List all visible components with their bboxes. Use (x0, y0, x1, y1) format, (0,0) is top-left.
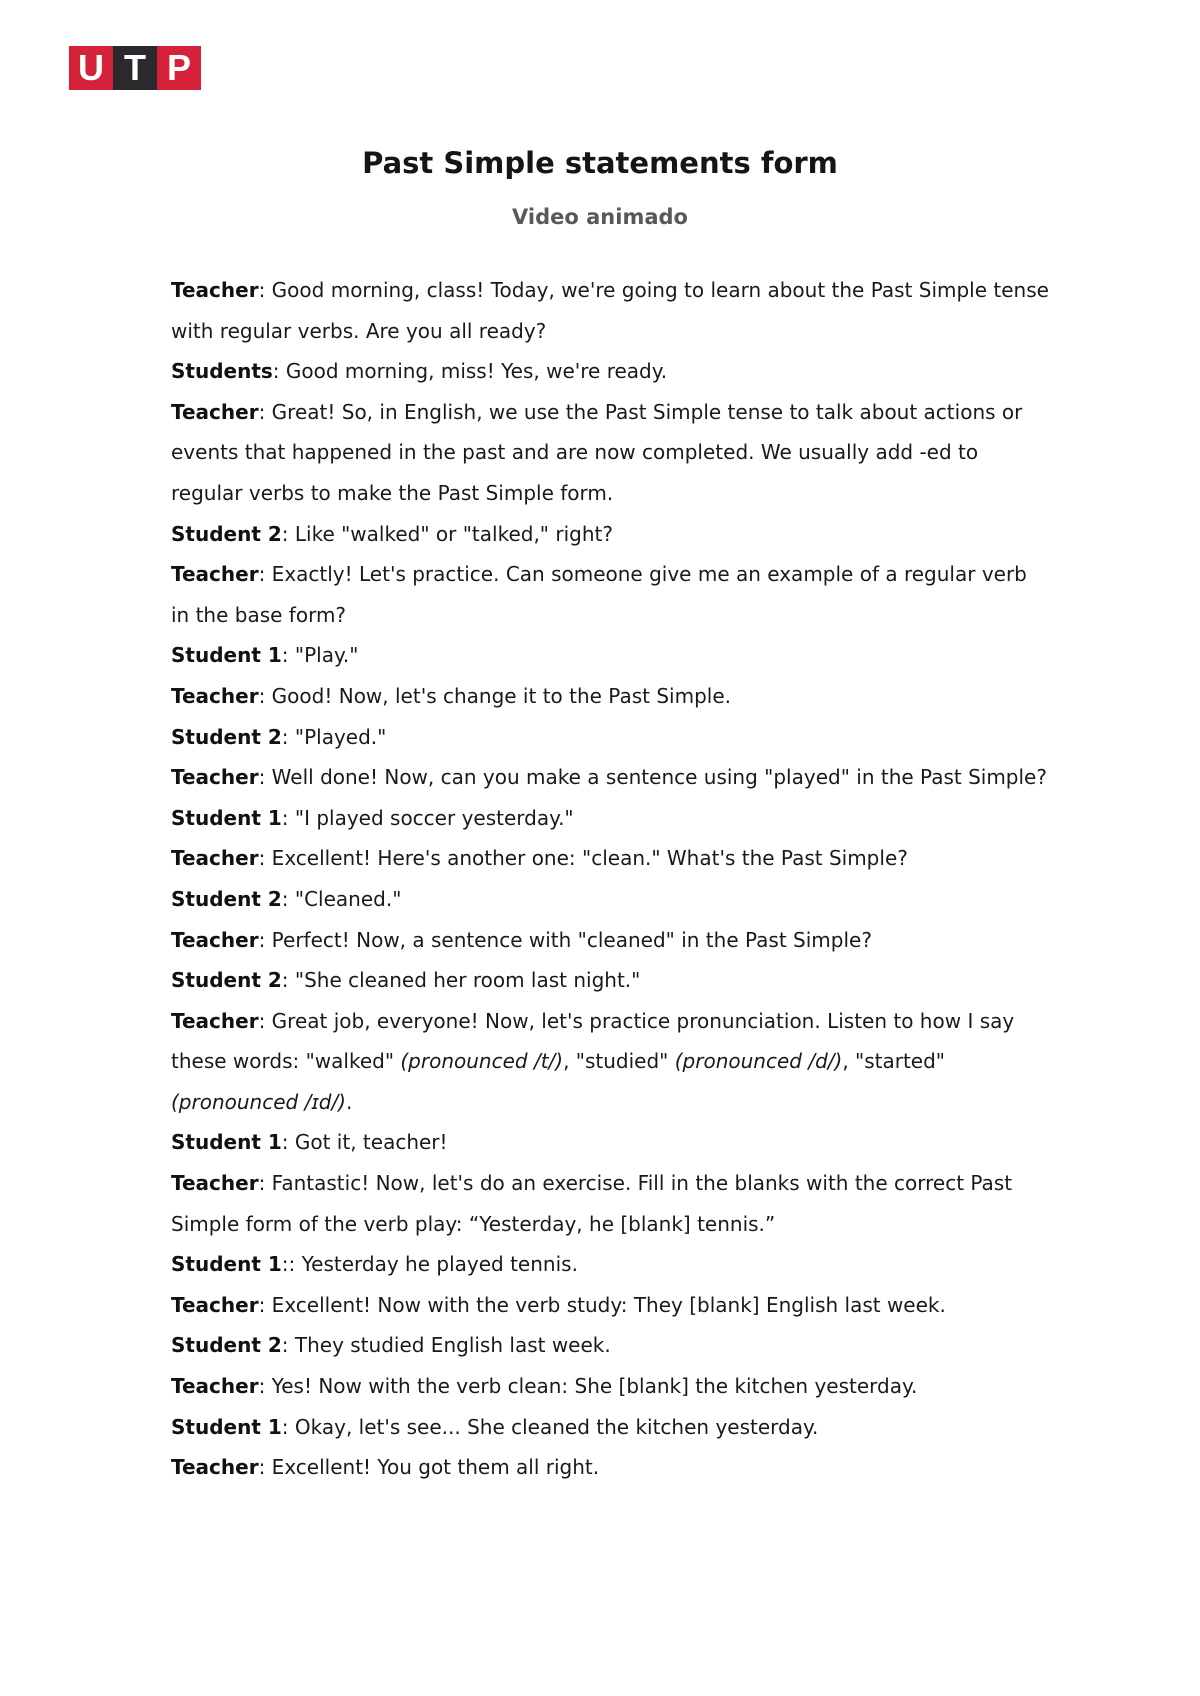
speaker-separator: : (258, 1292, 266, 1317)
dialogue-transcript (171, 270, 1051, 1488)
line-text: Excellent! You got them all right. (265, 1455, 600, 1480)
line-text: Perfect! Now, a sentence with "cleaned" in the Past Simple? (265, 927, 872, 952)
speaker-separator: : (281, 968, 289, 993)
dialogue-line (171, 1285, 1051, 1326)
speaker-separator: : (258, 1008, 266, 1033)
speaker-separator: : (281, 643, 289, 668)
dialogue-line (171, 960, 1051, 1001)
dialogue-line (171, 392, 1051, 514)
speaker-name: Teacher (171, 846, 259, 871)
line-text: "She cleaned her room last night." (288, 968, 641, 993)
dialogue-line (171, 514, 1051, 555)
speaker-name: Student 2 (171, 968, 282, 993)
line-text: . (345, 1089, 353, 1114)
dialogue-line (171, 717, 1051, 758)
line-text: They studied English last week. (288, 1333, 611, 1358)
speaker-separator: : (272, 359, 280, 384)
dialogue-line (171, 1122, 1051, 1163)
dialogue-line (171, 1407, 1051, 1448)
speaker-name: Teacher (171, 278, 259, 302)
speaker-separator: :: (281, 1252, 296, 1277)
speaker-name: Student 1 (171, 643, 282, 668)
dialogue-line (171, 879, 1051, 920)
speaker-name: Student 2 (171, 521, 282, 546)
speaker-name: Student 1 (171, 805, 282, 830)
line-text: Well done! Now, can you make a sentence using "played" in the Past Simple? (265, 765, 1047, 790)
line-text: "Played." (288, 724, 387, 749)
document-subtitle: Video animado (512, 205, 688, 229)
line-text: Great! So, in English, we use the Past Simple tense to talk about actions or events that happened in the past and are now completed. We usually add -ed to regular verbs to make the Past Simple form. (171, 399, 1023, 505)
logo-letter-t: T (113, 46, 157, 90)
dialogue-line (171, 1366, 1051, 1407)
speaker-name: Student 2 (171, 886, 282, 911)
speaker-name: Teacher (171, 1292, 259, 1317)
dialogue-line (171, 554, 1051, 635)
line-text: Great job, everyone! Now, let's practice pronunciation. Listen to how I say these words: "walked" (171, 1008, 1015, 1074)
speaker-name: Teacher (171, 1374, 259, 1399)
line-text: Okay, let's see... She cleaned the kitchen yesterday. (288, 1414, 819, 1439)
line-text: Excellent! Now with the verb study: They [blank] English last week. (265, 1292, 946, 1317)
line-text: , "studied" (563, 1049, 675, 1074)
dialogue-line (171, 920, 1051, 961)
dialogue-line (171, 270, 1051, 351)
speaker-separator: : (281, 805, 289, 830)
line-text: Like "walked" or "talked," right? (288, 521, 613, 546)
line-text: "Cleaned." (288, 886, 402, 911)
dialogue-line (171, 1001, 1051, 1123)
speaker-name: Student 1 (171, 1252, 282, 1277)
speaker-separator: : (281, 1414, 289, 1439)
dialogue-line (171, 757, 1051, 798)
line-text: Got it, teacher! (288, 1130, 448, 1155)
speaker-name: Teacher (171, 1008, 259, 1033)
speaker-separator: : (258, 562, 266, 587)
dialogue-line (171, 798, 1051, 839)
pronunciation-note: (pronounced /d/) (674, 1049, 843, 1074)
speaker-separator: : (258, 1374, 266, 1399)
line-text: Good! Now, let's change it to the Past Simple. (265, 683, 731, 708)
dialogue-line (171, 1325, 1051, 1366)
dialogue-line (171, 1163, 1051, 1244)
dialogue-line (171, 838, 1051, 879)
speaker-name: Teacher (171, 399, 259, 424)
utp-logo (69, 46, 201, 90)
speaker-name: Student 2 (171, 1333, 282, 1358)
pronunciation-note: (pronounced /ɪd/) (171, 1089, 346, 1114)
speaker-name: Teacher (171, 927, 259, 952)
line-text: Good morning, class! Today, we're going to learn about the Past Simple tense with regular verbs. Are you all ready? (171, 278, 1049, 343)
line-text: Yesterday he played tennis. (295, 1252, 578, 1277)
speaker-name: Teacher (171, 683, 259, 708)
speaker-separator: : (258, 683, 266, 708)
speaker-name: Teacher (171, 1171, 259, 1196)
line-text: , "started" (842, 1049, 946, 1074)
line-text: Exactly! Let's practice. Can someone give me an example of a regular verb in the base form? (171, 562, 1027, 627)
speaker-separator: : (281, 521, 289, 546)
dialogue-line (171, 1447, 1051, 1488)
speaker-name: Student 2 (171, 724, 282, 749)
speaker-separator: : (258, 846, 266, 871)
speaker-separator: : (281, 1333, 289, 1358)
line-text: Good morning, miss! Yes, we're ready. (279, 359, 668, 384)
speaker-separator: : (258, 399, 266, 424)
speaker-separator: : (258, 278, 266, 302)
logo-letter-p: P (157, 46, 201, 90)
speaker-name: Students (171, 359, 273, 384)
speaker-separator: : (258, 765, 266, 790)
speaker-name: Teacher (171, 562, 259, 587)
document-title: Past Simple statements form (362, 146, 838, 180)
speaker-name: Teacher (171, 765, 259, 790)
speaker-name: Teacher (171, 1455, 259, 1480)
logo-letter-u: U (69, 46, 113, 90)
speaker-name: Student 1 (171, 1414, 282, 1439)
dialogue-line (171, 635, 1051, 676)
speaker-separator: : (281, 1130, 289, 1155)
dialogue-line (171, 351, 1051, 392)
line-text: "Play." (288, 643, 359, 668)
line-text: Yes! Now with the verb clean: She [blank] the kitchen yesterday. (265, 1374, 918, 1399)
speaker-name: Student 1 (171, 1130, 282, 1155)
speaker-separator: : (258, 927, 266, 952)
speaker-separator: : (281, 724, 289, 749)
line-text: "I played soccer yesterday." (288, 805, 574, 830)
speaker-separator: : (258, 1455, 266, 1480)
line-text: Excellent! Here's another one: "clean." What's the Past Simple? (265, 846, 908, 871)
pronunciation-note: (pronounced /t/) (400, 1049, 564, 1074)
dialogue-line (171, 1244, 1051, 1285)
speaker-separator: : (281, 886, 289, 911)
speaker-separator: : (258, 1171, 266, 1196)
dialogue-line (171, 676, 1051, 717)
line-text: Fantastic! Now, let's do an exercise. Fill in the blanks with the correct Past Simple form of the verb play: “Yesterday, he [blank] tennis.” (171, 1171, 1013, 1236)
